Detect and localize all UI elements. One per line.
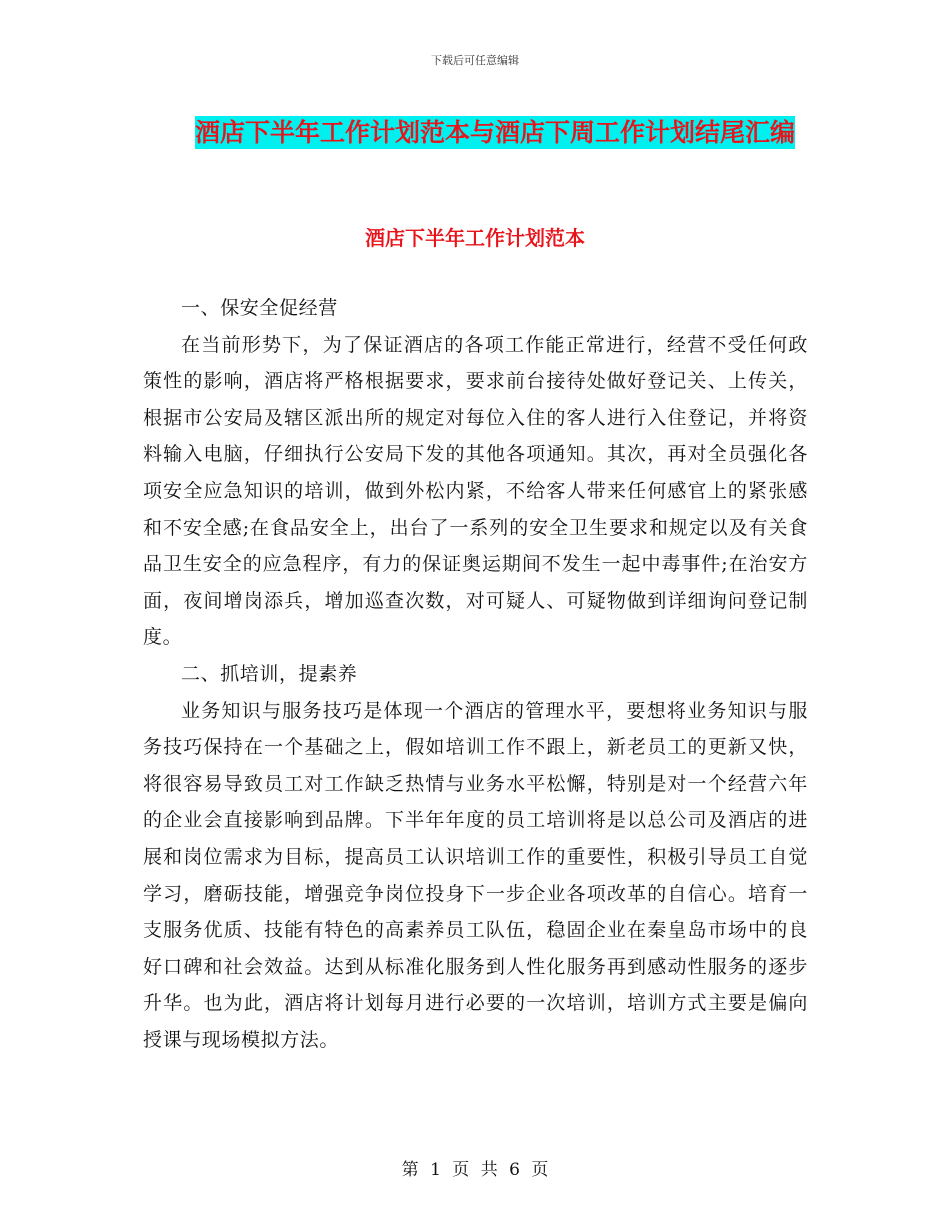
paragraph-training: 业务知识与服务技巧是体现一个酒店的管理水平，要想将业务知识与服务技巧保持在一个基础之上，假如培训工作不跟上，新老员工的更新又快，将很容易导致员工对工作缺乏热情与业务水平松懈，特别是对一个经营六年的企业会直接影响到品牌。下半年年度的员工培训将是以总公司及酒店的进展和岗位需求为目标，提高员工认识培训工作的重要性，积极引导员工自觉学习，磨砺技能，增强竞争岗位投身下一步企业各项改革的自信心。培育一支服务优质、技能有特色的高素养员工队伍，稳固企业在秦皇岛市场中的良好口碑和社会效益。达到从标准化服务到人性化服务再到感动性服务的逐步升华。也为此，酒店将计划每月进行必要的一次培训，培训方式主要是偏向授课与现场模拟方法。 bbox=[143, 699, 808, 1051]
page-footer: 第 1 页 共 6 页 bbox=[401, 1160, 549, 1180]
heading-safety: 一、保安全促经营 bbox=[181, 297, 338, 319]
document-title bbox=[195, 110, 805, 156]
heading-training: 二、抓培训，提素养 bbox=[181, 662, 358, 685]
header-note: 下载后可任意编辑 bbox=[431, 54, 519, 67]
paragraph-safety: 在当前形势下，为了保证酒店的各项工作能正常进行，经营不受任何政策性的影响，酒店将严格根据要求，要求前台接待处做好登记关、上传关，根据市公安局及辖区派出所的规定对每位入住的客人进行入住登记，并将资料输入电脑，仔细执行公安局下发的其他各项通知。其次，再对全员强化各项安全应急知识的培训，做到外松内紧，不给客人带来任何感官上的紧张感和不安全感;在食品安全上，出台了一系列的安全卫生要求和规定以及有关食品卫生安全的应急程序，有力的保证奥运期间不发生一起中毒事件;在治安方面，夜间增岗添兵，增加巡查次数，对可疑人、可疑物做到详细询问登记制度。 bbox=[143, 333, 808, 649]
document-title-text: 酒店下半年工作计划范本与酒店下周工作计划结尾汇编 bbox=[195, 118, 796, 147]
document-body bbox=[143, 290, 808, 1058]
section-title: 酒店下半年工作计划范本 bbox=[365, 226, 585, 250]
